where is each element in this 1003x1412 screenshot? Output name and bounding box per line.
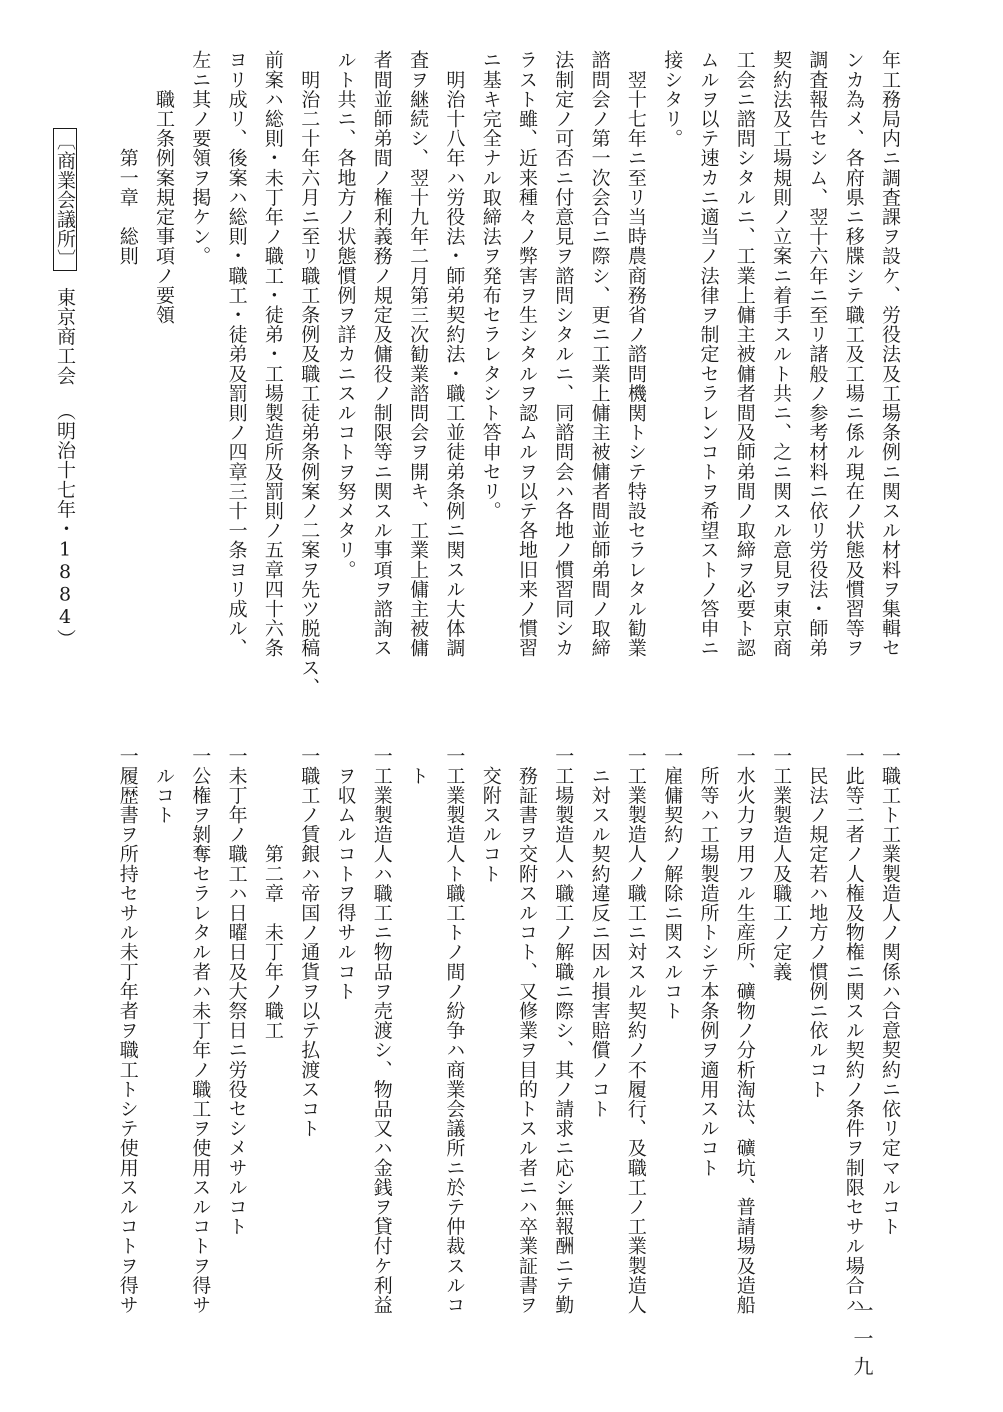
text-column: 一履歴書ヲ所持セサル未丁年者ヲ職工トシテ使用スルコトヲ得サ [116,746,139,1315]
text-column: 職工条例案規定事項ノ要領 [153,50,175,325]
text-column: 一工業製造人ト職工トノ間ノ紛争ハ商業会議所ニ於テ仲裁スルコ [443,746,466,1315]
text-column: 前案ハ総則・未丁年ノ職工・徒弟・工場製造所及罰則ノ五章四十六条 [261,50,284,658]
text-column: 者間並師弟間ノ権利義務ノ規定及傭役ノ制限等ニ関スル事項ヲ諮詢ス [370,50,393,658]
text-column: 契約法及工場規則ノ立案ニ着手スルト共ニ、之ニ関スル意見ヲ東京商 [770,50,793,658]
text-column: 一工業製造人ノ職工ニ対スル契約ノ不履行、及職工ノ工業製造人 [624,746,647,1315]
text-column: ヲ収ムルコトヲ得サルコト [334,746,357,1001]
text-column: 明治十八年ハ労役法・師弟契約法・職工並徒弟条例ニ関スル大体調 [443,50,466,658]
text-column: 第二章 未丁年ノ職工 [261,746,284,1040]
text-column: ンカ為メ、各府県ニ移牒シテ職工及工場ニ係ル現在ノ状態及慣習等ヲ [842,50,865,658]
text-column: 一工場製造人ハ職工ノ解職ニ際シ、其ノ請求ニ応シ無報酬ニテ勤 [552,746,575,1315]
header-org: 東京商工会 [54,287,76,386]
text-column: ルコト [153,746,175,825]
text-column: 査ヲ継続シ、翌十九年二月第三次勧業諮問会ヲ開キ、工業上傭主被傭 [407,50,430,658]
text-column: ヨリ成リ、後案ハ総則・職工・徒弟及罰則ノ四章三十一条ヨリ成ル、 [225,50,248,658]
text-column: 一雇傭契約ノ解除ニ関スルコト [661,746,684,1021]
text-column: 調査報告セシム、翌十六年ニ至リ諸般ノ参考材料ニ依リ労役法・師弟 [806,50,829,658]
text-column: 一水火力ヲ用フル生産所、礦物ノ分析淘汰、礦坑、普請場及造船 [733,746,756,1315]
text-column: 諮問会ノ第一次会合ニ際シ、更ニ工業上傭主被傭者間並師弟間ノ取締 [588,50,611,658]
text-column: 接シタリ。 [661,50,684,148]
page-header [55,128,74,648]
text-column: 民法ノ規定若ハ地方ノ慣例ニ依ルコト [806,746,829,1099]
text-column: 年工務局内ニ調査課ヲ設ケ、労役法及工場条例ニ関スル材料ヲ集輯セ [879,50,901,658]
text-column: ムルヲ以テ速カニ適当ノ法律ヲ制定セラレンコトヲ希望ストノ答申ニ [697,50,720,658]
text-column: 務証書ヲ交附スルコト、又修業ヲ目的トスル者ニハ卒業証書ヲ [516,746,538,1315]
header-date: （明治十七年・1884） [54,401,76,649]
text-column: 翌十七年ニ至リ当時農商務省ノ諮問機関トシテ特設セラレタル勧業 [624,50,647,658]
text-column: ト [407,746,430,786]
text-column: 一職工ノ賃銀ハ帝国ノ通貨ヲ以テ払渡スコト [298,746,321,1138]
header-source: 〔商業会議所〕 [53,128,77,271]
text-column: ルト共ニ、各地方ノ状態慣例ヲ詳カニスルコトヲ努メタリ。 [334,50,357,580]
text-column: 工会ニ諮問シタルニ、工業上傭主被傭者間及師弟間ノ取締ヲ必要ト認 [733,50,756,658]
text-column: 所等ハ工場製造所トシテ本条例ヲ適用スルコト [697,746,720,1178]
text-column: 一工業製造人ハ職工ニ物品ヲ売渡シ、物品又ハ金銭ヲ貸付ケ利益 [370,746,393,1315]
text-column: 一未丁年ノ職工ハ日曜日及大祭日ニ労役セシメサルコト [225,746,248,1236]
text-column: 一職工ト工業製造人ノ関係ハ合意契約ニ依リ定マルコト [879,746,901,1236]
text-column: 左ニ其ノ要領ヲ掲ケン。 [189,50,212,266]
text-column: 明治二十年六月ニ至リ職工条例及職工徒弟条例案ノ二案ヲ先ツ脱稿ス、 [298,50,321,697]
text-column: ニ基キ完全ナル取締法ヲ発布セラレタシト答申セリ。 [479,50,502,521]
page-number: 一一九 [850,1300,874,1384]
text-column: 一工業製造人及職工ノ定義 [770,746,793,982]
text-column: ラスト雖、近来種々ノ弊害ヲ生シタルヲ認ムルヲ以テ各地旧来ノ慣習 [516,50,538,658]
text-column: 第一章 総則 [116,50,139,266]
text-column: ニ対スル契約違反ニ因ル損害賠償ノコト [588,746,611,1119]
text-column: 一公権ヲ剝奪セラレタル者ハ未丁年ノ職工ヲ使用スルコトヲ得サ [189,746,212,1315]
text-column: 法制定ノ可否ニ付意見ヲ諮問シタルニ、同諮問会ハ各地ノ慣習同シカ [552,50,575,658]
text-column: 交附スルコト [479,746,502,884]
text-column: 一此等二者ノ人権及物権ニ関スル契約ノ条件ヲ制限セサル場合ハ [842,746,865,1315]
